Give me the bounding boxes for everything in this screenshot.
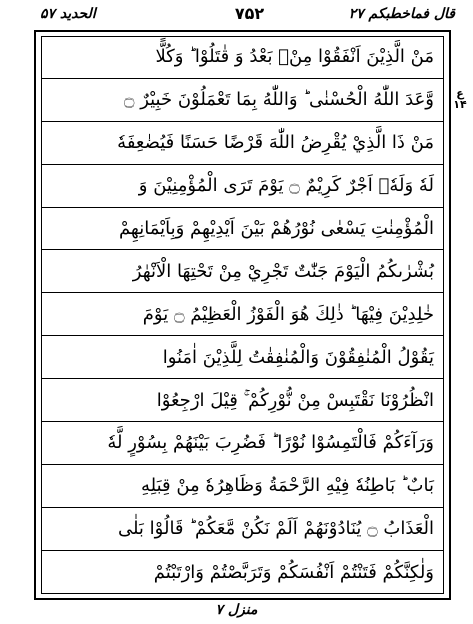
text-line: الْعَذَابُ ۝ يُنَادُوْنَهُمْ اَلَمْ نَكُنْ مَّعَكُمْ ؕ قَالُوْا بَلٰى bbox=[41, 508, 444, 551]
manzil-footer: منزل ۷ bbox=[215, 602, 258, 618]
text-line: بُشْرٰىكُمُ الْيَوْمَ جَنّٰتٌ تَجْرِيْ مِنْ تَحْتِهَا الْاَنْهٰرُ bbox=[41, 250, 444, 293]
page-number: ۷۵۲ bbox=[234, 4, 265, 23]
surah-name-header: الحدید ۵۷ bbox=[40, 6, 96, 22]
text-line: وَّعَدَ اللّٰهُ الْحُسْنٰى ؕ وَاللّٰهُ بِمَا تَعْمَلُوْنَ خَبِيْرٌ ۝ bbox=[41, 79, 444, 122]
text-line: خٰلِدِيْنَ فِيْهَا ؕ ذٰلِكَ هُوَ الْفَوْزُ الْعَظِيْمُ ۝ يَوْمَ bbox=[41, 293, 444, 336]
text-line: مَنْ الَّذِيْنَ اَنْفَقُوْا مِنْۢ بَعْدُ وَ قٰتَلُوْا ؕ وَكُلًّا bbox=[41, 36, 444, 79]
text-line: انْظُرُوْنَا نَقْتَبِسْ مِنْ نُّوْرِكُمْ ۚ قِيْلَ ارْجِعُوْا bbox=[41, 379, 444, 422]
juz-name-header: قال فماخطبکم ۲۷ bbox=[348, 6, 455, 22]
text-line: وَرَآءَكُمْ فَالْتَمِسُوْا نُوْرًا ؕ فَضُرِبَ بَيْنَهُمْ بِسُوْرٍ لَّهٗ bbox=[41, 422, 444, 465]
text-line: الْمُؤْمِنٰتِ يَسْعٰى نُوْرُهُمْ بَيْنَ اَيْدِيْهِمْ وَبِاَيْمَانِهِمْ bbox=[41, 208, 444, 251]
text-line: بَابٌ ؕ بَاطِنُهٗ فِيْهِ الرَّحْمَةُ وَظَاهِرُهٗ مِنْ قِبَلِهِ bbox=[41, 465, 444, 508]
ruku-marker: ع ۱۴ bbox=[453, 87, 467, 111]
text-line: يَقُوْلُ الْمُنٰفِقُوْنَ وَالْمُنٰفِقٰتُ لِلَّذِيْنَ اٰمَنُوا bbox=[41, 336, 444, 379]
text-line: مَنْ ذَا الَّذِيْ يُقْرِضُ اللّٰهَ قَرْضًا حَسَنًا فَيُضٰعِفَهٗ bbox=[41, 122, 444, 165]
text-block bbox=[41, 36, 444, 594]
page-header bbox=[34, 4, 465, 30]
text-line: وَلٰكِنَّكُمْ فَتَنْتُمْ اَنْفُسَكُمْ وَتَرَبَّصْتُمْ وَارْتَبْتُمْ bbox=[153, 561, 434, 583]
text-line: لَهٗ وَلَهٗۤ اَجْرٌ كَرِيْمٌ ۝ يَوْمَ تَرَى الْمُؤْمِنِيْنَ وَ bbox=[41, 165, 444, 208]
